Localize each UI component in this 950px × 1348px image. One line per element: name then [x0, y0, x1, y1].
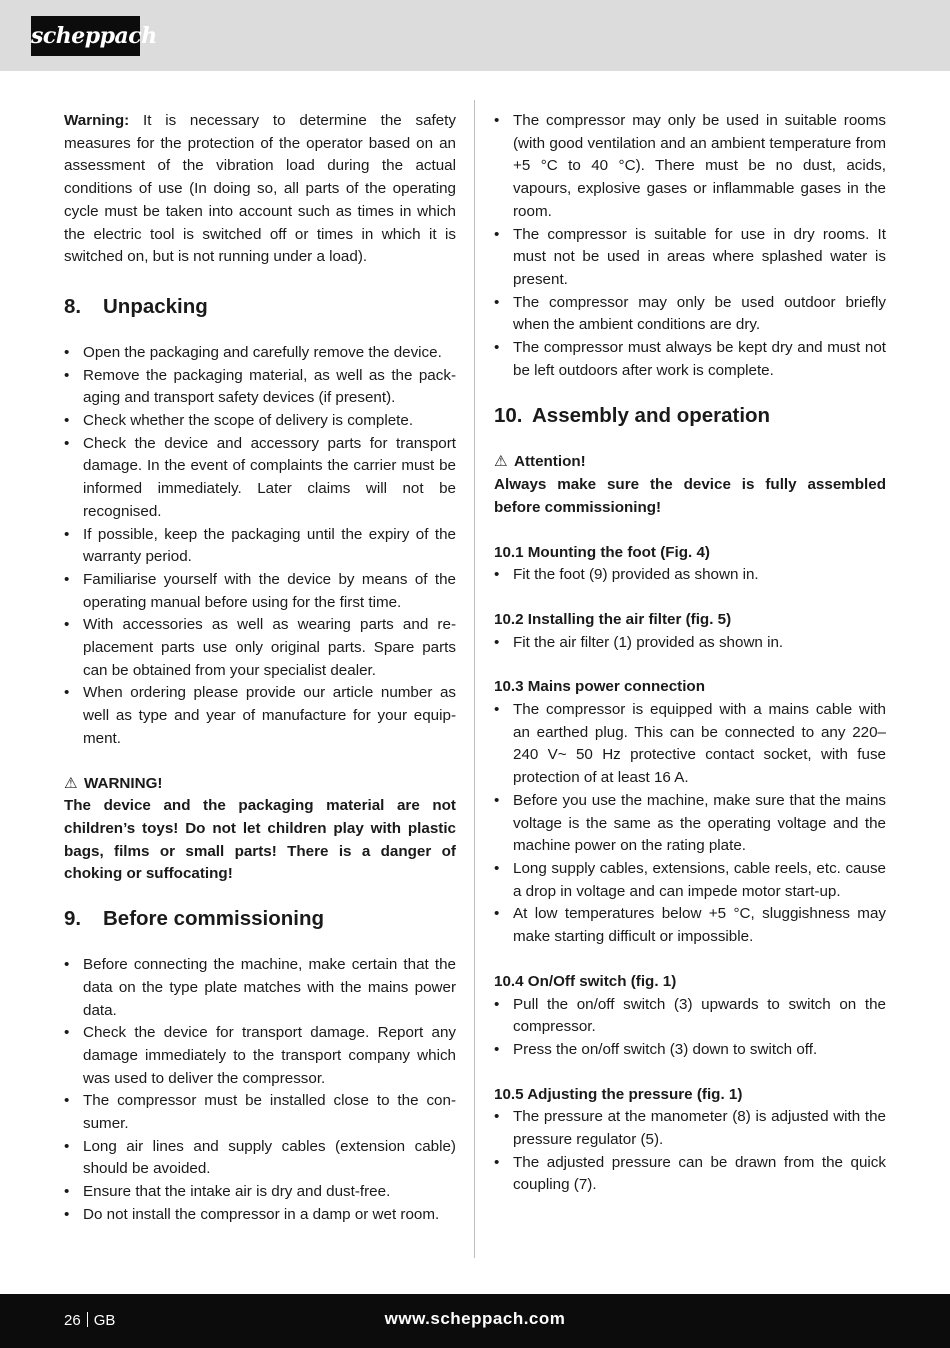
section-title: Assembly and operation [532, 404, 771, 428]
attention-text: Always make sure the device is fully assembled before commissioning! [494, 476, 886, 516]
section-9-heading [64, 906, 456, 932]
page-header [0, 0, 950, 71]
list-item: • The adjusted pressure can be drawn from the quick coupling (7). [494, 1152, 886, 1197]
subsection-10-5-list [494, 1106, 886, 1197]
section-8-heading [64, 294, 456, 320]
list-item: • Remove the packaging material, as well as the packaging and transport safety devices (if present). [64, 365, 456, 410]
website-link[interactable]: www.scheppach.com [384, 1309, 566, 1328]
warning-triangle-icon: ⚠ [494, 453, 508, 471]
list-item: • Before you use the machine, make sure that the mains voltage is the same as the operating voltage and the machine power on the rating plate. [494, 790, 886, 858]
unpacking-list [64, 342, 456, 751]
section-number: 8. [64, 294, 82, 318]
list-item: • Do not install the compressor in a damp or wet room. [64, 1204, 456, 1227]
warning-text: It is necessary to determine the safety measures for the protection of the operator based on an assessment of the vibration load during the actual conditions of use (In doing so, all parts of the operating cycle must be taken into account such as times in which the electric tool is switched off or times in which it is switched on, but is not running under a load). [64, 112, 456, 266]
left-column [64, 110, 456, 1227]
section-title: Unpacking [103, 294, 208, 318]
scheppach-logo: scheppach [31, 16, 140, 56]
subsection-10-1-heading: 10.1 Mounting the foot (Fig. 4) [494, 543, 710, 561]
list-item: • The compressor must be installed close to the consumer. [64, 1090, 456, 1135]
language-code: GB [93, 1312, 116, 1329]
list-item: • Before connecting the machine, make certain that the data on the type plate matches with the mains power data. [64, 954, 456, 1022]
section-title: Before commissioning [103, 907, 324, 931]
section-number: 9. [64, 907, 82, 931]
subsection-10-3-list [494, 699, 886, 949]
vibration-warning-paragraph [64, 110, 456, 269]
section-10-heading [494, 403, 886, 429]
list-item: • The pressure at the manometer (8) is adjusted with the pressure regulator (5). [494, 1106, 886, 1151]
list-item: • The compressor is equipped with a mains cable with an earthed plug. This can be connected to any 220–240 V~ 50 Hz protective contact socket, with fuse protection of at least 16 A. [494, 699, 886, 790]
list-item: • Open the packaging and carefully remove the device. [64, 342, 456, 365]
list-item: • When ordering please provide our article number as well as type and year of manufacture for your equipment. [64, 682, 456, 750]
list-item: • At low temperatures below +5 °C, sluggishness may make starting difficult or impossible. [494, 903, 886, 948]
warning-label: Warning: [64, 112, 130, 129]
list-item: • The compressor may only be used outdoor briefly when the ambient conditions are dry. [494, 292, 886, 337]
column-divider [474, 100, 475, 1258]
page-number: 26 [64, 1312, 81, 1329]
warning-triangle-icon: ⚠ [64, 774, 78, 792]
subsection-10-4-heading: 10.4 On/Off switch (fig. 1) [494, 972, 677, 990]
list-item: • Fit the foot (9) provided as shown in. [494, 564, 886, 587]
subsection-10-1-list [494, 564, 886, 587]
list-item: • The compressor is suitable for use in dry rooms. It must not be used in areas where splashed water is present. [494, 224, 886, 292]
subsection-10-2-heading: 10.2 Installing the air filter (fig. 5) [494, 610, 732, 628]
list-item: • With accessories as well as wearing parts and replacement parts use only original parts. Spare parts can be obtained from your specialist dealer. [64, 614, 456, 682]
page-footer [0, 1294, 950, 1348]
packaging-warning-text: The device and the packaging material are not children’s toys! Do not let children play with plastic bags, films or small parts! There is a danger of choking or suffocating! [64, 797, 456, 883]
before-commissioning-list [64, 954, 456, 1226]
attention-title: ⚠ Attention! [494, 451, 886, 474]
list-item: • Pull the on/off switch (3) upwards to switch on the compressor. [494, 994, 886, 1039]
list-item: • Familiarise yourself with the device by means of the operating manual before using for the first time. [64, 569, 456, 614]
list-item: • Long supply cables, extensions, cable reels, etc. cause a drop in voltage and can impede motor start-up. [494, 858, 886, 903]
section-number: 10. [494, 404, 523, 428]
list-item: • The compressor must always be kept dry and must not be left outdoors after work is complete. [494, 337, 886, 382]
usage-conditions-list [494, 110, 886, 382]
list-item: • Press the on/off switch (3) down to switch off. [494, 1039, 886, 1062]
list-item: • Check the device for transport damage. Report any damage immediately to the transport company which was used to deliver the compressor. [64, 1022, 456, 1090]
subsection-10-2-list [494, 632, 886, 655]
subsection-10-4-list [494, 994, 886, 1062]
packaging-warning-title: ⚠ WARNING! [64, 773, 456, 796]
list-item: • If possible, keep the packaging until the expiry of the warranty period. [64, 524, 456, 569]
subsection-10-5-heading: 10.5 Adjusting the pressure (fig. 1) [494, 1085, 743, 1103]
subsection-10-3-heading: 10.3 Mains power connection [494, 678, 705, 696]
list-item: • Long air lines and supply cables (extension cable) should be avoided. [64, 1136, 456, 1181]
list-item: • Check the device and accessory parts for transport damage. In the event of complaints the carrier must be informed immediately. Later claims will not be recognised. [64, 433, 456, 524]
list-item: • Ensure that the intake air is dry and dust-free. [64, 1181, 456, 1204]
list-item: • Check whether the scope of delivery is complete. [64, 410, 456, 433]
list-item: • Fit the air filter (1) provided as shown in. [494, 632, 886, 655]
right-column [494, 110, 886, 1197]
list-item: • The compressor may only be used in suitable rooms (with good ventilation and an ambient temperature from +5 °C to 40 °C). There must be no dust, acids, vapours, explosive gases or inflammable gases in the room. [494, 110, 886, 224]
